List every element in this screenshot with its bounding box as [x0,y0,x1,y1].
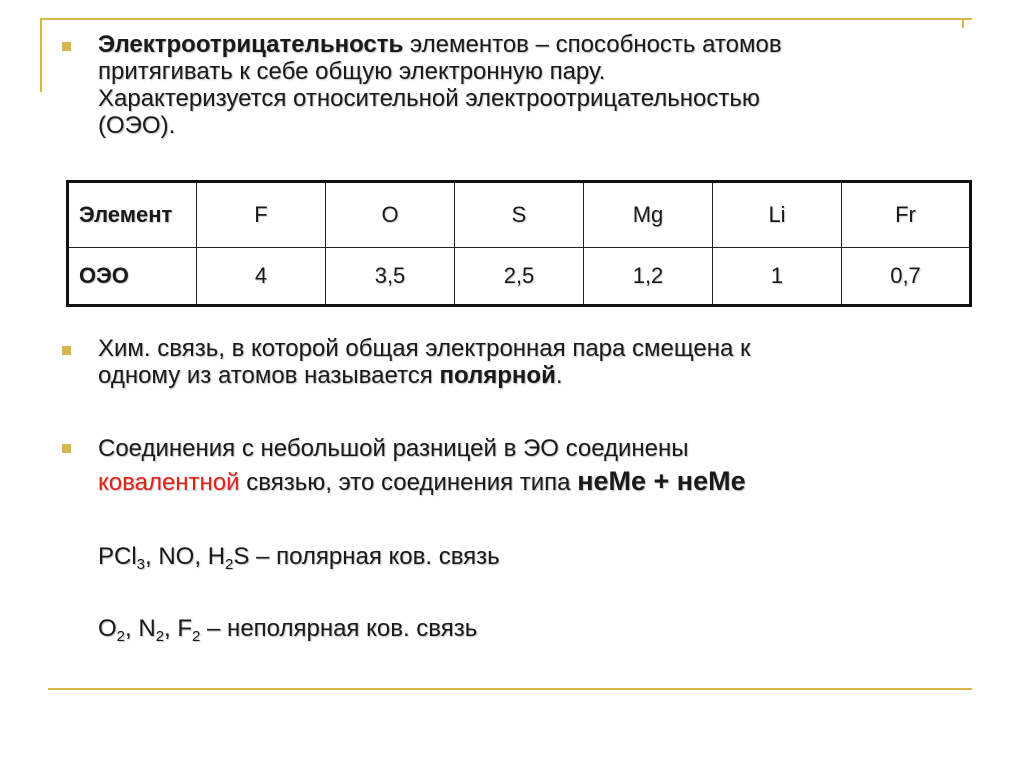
table-row [68,182,971,248]
table-cell: 3,5 [326,248,455,306]
table-cell: S [455,182,584,248]
covalent-paragraph: Соединения с небольшой разницей в ЭО соединены ковалентной связью, это соединения типа неМе + неМе [98,435,746,496]
polar-examples-line: PCl$_3$, NO, $H_2S$ – полярная ков. связь [98,543,500,573]
nonpolar-examples-line: $O_2$, $N_2$, $F_2$ – неполярная ков. связь [98,615,478,645]
polar-bond-paragraph: Хим. связь, в которой общая электронная пара смещена к одному из атомов называется полярной. [98,335,751,389]
term-electronegativity: Электроотрицательность [98,31,404,58]
table-cell: F [197,182,326,248]
left-accent-line [40,18,42,92]
term-nonmetal-pair: неМе + неМе [577,466,746,496]
table-cell: 1 [713,248,842,306]
table-cell: Mg [584,182,713,248]
table-cell: 0,7 [842,248,971,306]
electronegativity-table [66,180,972,307]
bullet-marker [62,346,71,355]
row-header-oeo: ОЭО [68,248,197,306]
table-cell: Li [713,182,842,248]
bullet-marker [62,42,71,51]
term-covalent: ковалентной [98,469,240,496]
table-cell: 2,5 [455,248,584,306]
table-cell: O [326,182,455,248]
table-cell: 4 [197,248,326,306]
bottom-divider-line [48,688,972,690]
row-header-element: Элемент [68,182,197,248]
top-divider-line [40,18,972,20]
term-polar: полярной [439,362,556,389]
intro-paragraph: Электроотрицательность элементов – способность атомов притягивать к себе общую электронную пару. Характеризуется относительной электроотрицательностью (ОЭО). [98,31,782,139]
bullet-marker [62,444,71,453]
table-cell: Fr [842,182,971,248]
table-cell: 1,2 [584,248,713,306]
table-row [68,248,971,306]
top-right-tick [962,18,964,28]
